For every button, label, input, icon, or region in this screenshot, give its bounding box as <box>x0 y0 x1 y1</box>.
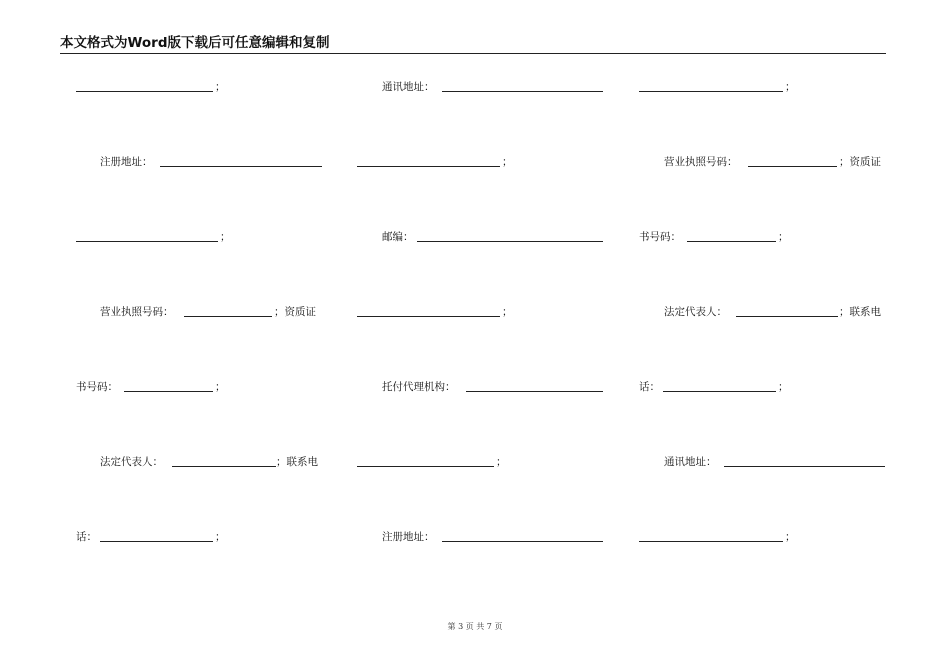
fill-blank[interactable] <box>160 166 322 167</box>
form-line: 书号码： ； <box>76 381 226 393</box>
fill-blank[interactable] <box>357 466 494 467</box>
fill-blank[interactable] <box>76 241 218 242</box>
form-line: ； <box>639 80 809 94</box>
form-line: ； <box>357 155 527 169</box>
fill-blank[interactable] <box>417 241 603 242</box>
form-line: 营业执照号码： ；资质证 <box>100 306 316 318</box>
fill-blank[interactable] <box>639 91 783 92</box>
fill-blank[interactable] <box>357 166 500 167</box>
fill-blank[interactable] <box>357 316 500 317</box>
fill-blank[interactable] <box>687 241 776 242</box>
form-line: ； <box>357 455 527 469</box>
page-number: 第 3 页 共 7 页 <box>447 622 503 631</box>
form-line: 通讯地址： <box>664 455 894 469</box>
header-title: 本文格式为Word版下载后可任意编辑和复制 <box>60 35 330 51</box>
form-line: ； <box>76 80 236 94</box>
fill-blank[interactable] <box>724 466 885 467</box>
fill-blank[interactable] <box>76 91 213 92</box>
form-line: 话： ； <box>639 381 789 393</box>
fill-blank[interactable] <box>466 391 603 392</box>
form-line: 注册地址： <box>382 530 622 544</box>
form-line: 书号码： ； <box>639 231 789 243</box>
form-line: 通讯地址： <box>382 80 622 94</box>
fill-blank[interactable] <box>639 541 783 542</box>
page-header <box>60 35 886 54</box>
page-footer <box>0 622 950 632</box>
form-line: ； <box>357 305 527 319</box>
form-line: ； <box>76 230 246 244</box>
form-line: 法定代表人： ；联系电 <box>664 306 881 318</box>
fill-blank[interactable] <box>100 541 213 542</box>
fill-blank[interactable] <box>172 466 276 467</box>
fill-blank[interactable] <box>124 391 213 392</box>
form-line: 注册地址： <box>100 155 340 169</box>
fill-blank[interactable] <box>184 316 272 317</box>
form-line: 话： ； <box>76 531 226 543</box>
fill-blank[interactable] <box>442 541 603 542</box>
form-line: 邮编： <box>382 230 622 244</box>
fill-blank[interactable] <box>748 166 837 167</box>
fill-blank[interactable] <box>442 91 603 92</box>
form-line: 托付代理机构： <box>382 380 622 394</box>
fill-blank[interactable] <box>663 391 776 392</box>
form-line: 法定代表人： ；联系电 <box>100 456 318 468</box>
form-line: 营业执照号码： ；资质证 <box>664 156 881 168</box>
fill-blank[interactable] <box>736 316 838 317</box>
form-line: ； <box>639 530 809 544</box>
